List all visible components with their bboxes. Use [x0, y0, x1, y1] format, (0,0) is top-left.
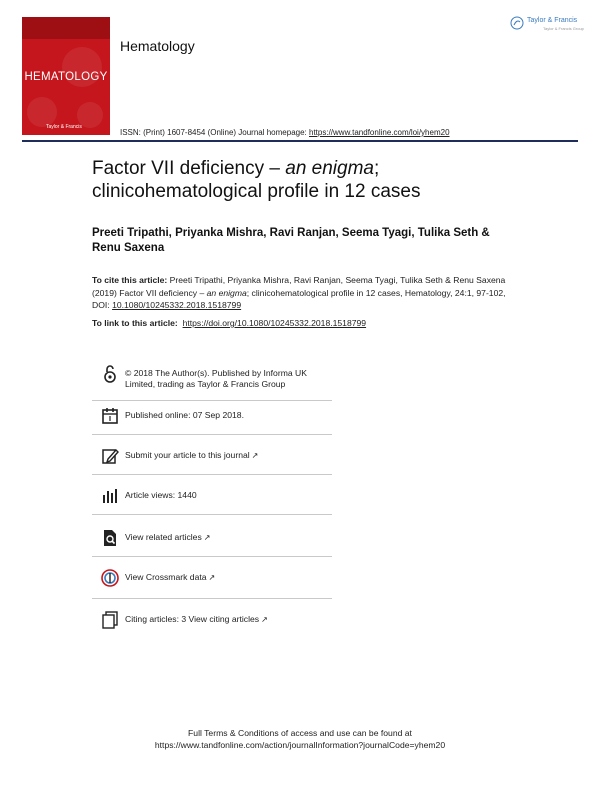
citation-block: To cite this article: Preeti Tripathi, Priyanka Mishra, Ravi Ranjan, Seema Tyagi, Tulika Seth & Renu Saxena (2019) Factor VII deficiency – an enigma; clinicohematological profile in 12 cases, Hematology, 24:1, 97-102, DOI: 10.1080/10245332.2018.1518799: [92, 275, 506, 310]
citing-articles-icon: [100, 610, 120, 630]
cover-decoration: [27, 97, 57, 127]
logo-subtext: Taylor & Francis Group: [543, 26, 584, 31]
row-divider: [92, 434, 332, 435]
submit-article-link[interactable]: Submit your article to this journal ↗: [125, 450, 259, 460]
citing-articles-link[interactable]: Citing articles: 3 View citing articles ↗: [125, 614, 268, 624]
row-divider: [92, 514, 332, 515]
taylor-francis-logo-icon: [510, 16, 524, 30]
footer-line-1: Full Terms & Conditions of access and use can be found at: [188, 728, 412, 738]
article-doi-url[interactable]: https://doi.org/10.1080/10245332.2018.1518799: [182, 318, 367, 328]
published-date: Published online: 07 Sep 2018.: [125, 410, 244, 420]
copyright-text: © 2018 The Author(s). Published by Informa UK Limited, trading as Taylor & Francis Group: [125, 368, 307, 389]
calendar-icon: [100, 406, 120, 426]
bar-chart-icon: [100, 486, 120, 506]
row-divider: [92, 598, 332, 599]
open-access-lock-icon: [100, 364, 120, 384]
row-divider: [92, 556, 332, 557]
issn-text: ISSN: (Print) 1607-8454 (Online) Journal homepage:: [120, 128, 309, 137]
cover-title: HEMATOLOGY: [24, 71, 108, 83]
footer-terms: [0, 727, 600, 751]
journal-homepage-link[interactable]: https://www.tandfonline.com/loi/yhem20: [309, 128, 450, 137]
external-link-icon: ↗: [208, 573, 216, 582]
external-link-icon: ↗: [251, 451, 259, 460]
link-to-label: To link to this article:: [92, 318, 178, 328]
logo-text: Taylor & Francis: [527, 17, 578, 24]
citation-label: To cite this article:: [92, 275, 168, 285]
article-title: Factor VII deficiency – an enigma; clinicohematological profile in 12 cases: [92, 158, 421, 202]
edit-pencil-icon: [100, 446, 120, 466]
row-divider: [92, 474, 332, 475]
issn-line: [120, 128, 450, 137]
footer-terms-url[interactable]: https://www.tandfonline.com/action/journalInformation?journalCode=yhem20: [154, 740, 446, 750]
cover-publisher: Taylor & Francis: [46, 124, 82, 130]
header-divider: [22, 140, 578, 142]
article-views: Article views: 1440: [125, 490, 197, 500]
crossmark-link[interactable]: View Crossmark data ↗: [125, 572, 216, 582]
article-authors: Preeti Tripathi, Priyanka Mishra, Ravi Ranjan, Seema Tyagi, Tulika Seth & Renu Saxena: [92, 227, 490, 254]
journal-name[interactable]: Hematology: [120, 38, 195, 54]
search-document-icon: [100, 528, 120, 548]
row-divider: [92, 400, 332, 401]
link-to-article: [92, 318, 512, 328]
crossmark-icon: [100, 568, 120, 588]
taylor-francis-logo[interactable]: [510, 14, 590, 36]
related-articles-link[interactable]: View related articles ↗: [125, 532, 211, 542]
journal-cover-image: [22, 17, 110, 135]
external-link-icon: ↗: [203, 533, 211, 542]
cover-top-band: [22, 17, 110, 39]
doi-link[interactable]: 10.1080/10245332.2018.1518799: [112, 300, 242, 310]
external-link-icon: ↗: [261, 615, 268, 624]
